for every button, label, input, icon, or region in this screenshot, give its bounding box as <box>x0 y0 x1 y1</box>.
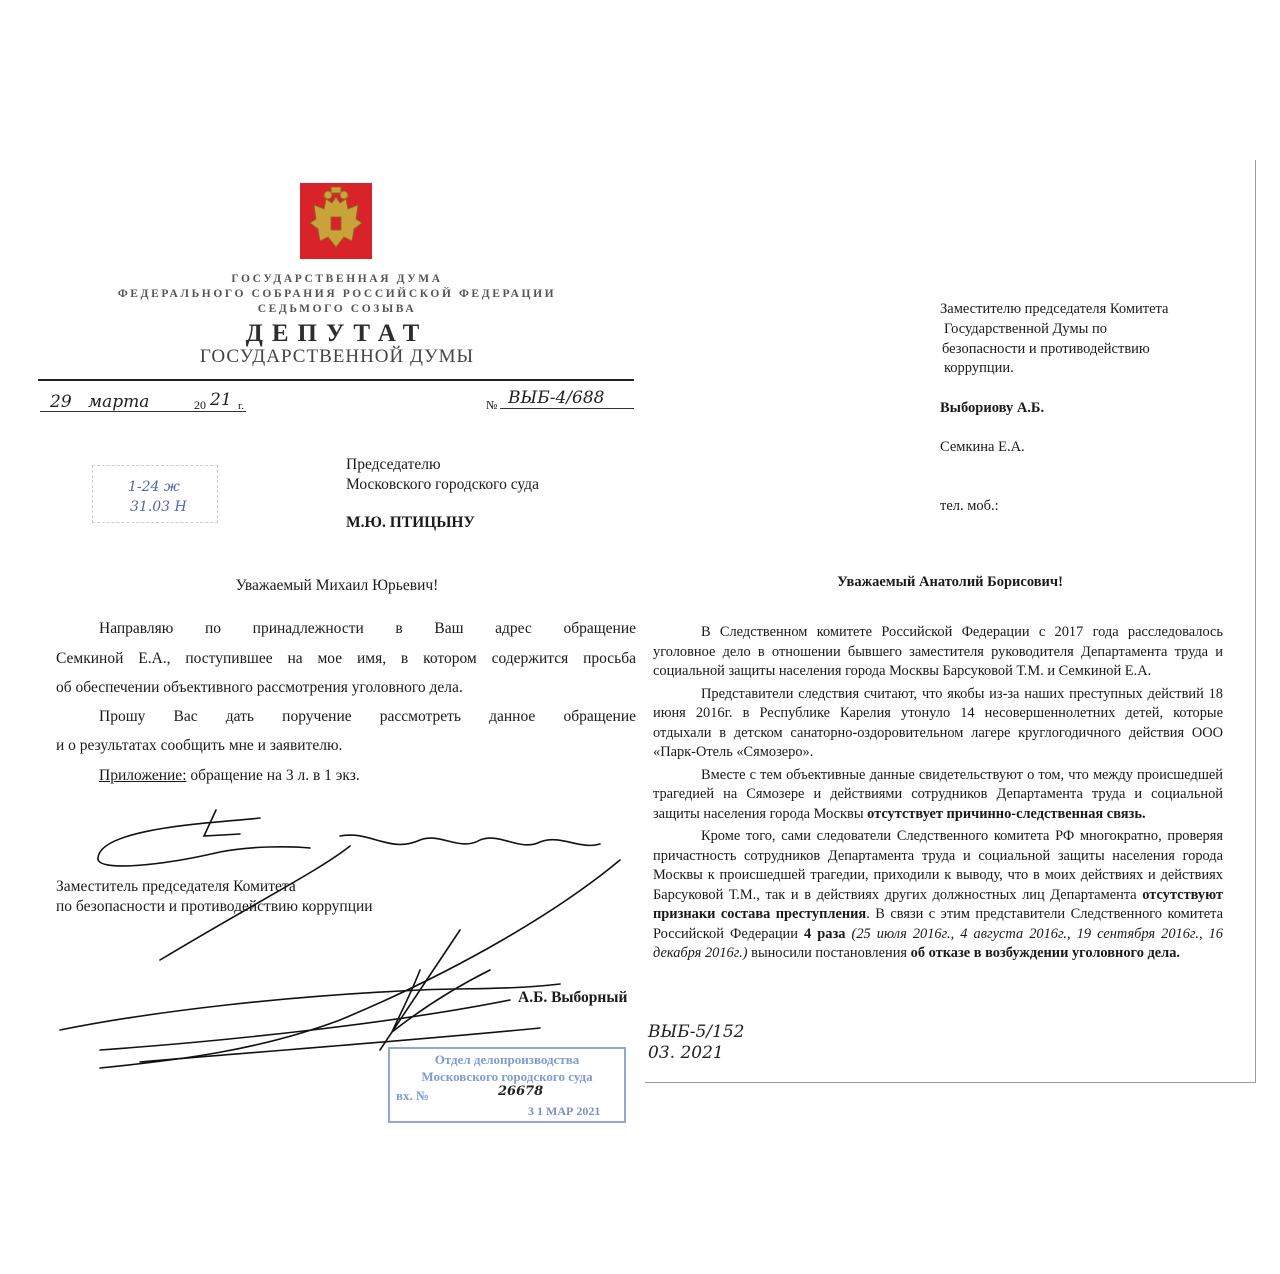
right-address-line-3: безопасности и противодействию <box>942 341 1150 357</box>
left-body-line-5: и о результатах сообщить мне и заявителю. <box>56 737 343 754</box>
stamp-department: Отдел делопроизводства <box>434 1052 580 1067</box>
org-line-2: ФЕДЕРАЛЬНОГО СОБРАНИЯ РОССИЙСКОЙ ФЕДЕРАЦИИ <box>117 288 557 300</box>
right-paragraph-3: Вместе с тем объективные данные свидетельствуют о том, что между происшедшей трагедией на Сямозере и действиями сотрудников Департамента труда и социальной защиты населения города Москвы отсутствует причинно-следственная связь. <box>653 766 1223 822</box>
document-subtitle: ГОСУДАРСТВЕННОЙ ДУМЫ <box>199 346 475 367</box>
signatory-title-line-2: по безопасности и противодействию коррупции <box>56 898 373 915</box>
coat-of-arms-icon <box>300 183 372 259</box>
right-body <box>653 623 1223 964</box>
right-paragraph-4: Кроме того, сами следователи Следственного комитета РФ многократно, проверяя причастность сотрудников Департамента труда и социальной защиты населения города Москвы к происшедшей трагедии, приходили к выводу, что в моих действиях и действиях Барсуковой Т.М., так и в действиях других должностных лиц Департамента отсутствуют признаки состава преступления. В связи с этим представители Следственного комитета Российской Федерации 4 раза (25 июля 2016г., 4 августа 2016г., 19 сентября 2016г., 16 декабря 2016г.) выносили постановления об отказе в возбуждении уголовного дела. <box>653 828 1224 961</box>
right-recipient-name: Выбориову А.Б. <box>940 400 1045 416</box>
handwritten-signature <box>40 800 640 1080</box>
date-suffix: г. <box>238 400 245 412</box>
stamp-incoming-number: 26678 <box>498 1084 544 1099</box>
header-rule <box>38 379 634 381</box>
right-sender-name: Семкина Е.А. <box>940 439 1025 455</box>
right-address-line-1: Заместителю председателя Комитета <box>940 301 1169 317</box>
org-line-3: СЕДЬМОГО СОЗЫВА <box>257 303 417 315</box>
signatory-title-line-1: Заместитель председателя Комитета <box>56 878 296 895</box>
stamp-date: 3 1 МАР 2021 <box>528 1104 601 1118</box>
right-paragraph-2: Представители следствия считают, что якобы из-за наших преступных действий 18 июня 2016г. в Республике Карелия утонуло 14 несовершеннолетних детей, которые отдыхали в детском санаторно-оздоровительном лагере круглогодичного действия ООО «Парк-Отель «Сямозеро». <box>653 685 1223 760</box>
right-address-line-2: Государственной Думы по <box>944 321 1107 337</box>
incoming-registration-stamp <box>388 1047 626 1123</box>
left-body-line-1: Направляю по принадлежности в Ваш адрес обращение <box>99 620 636 637</box>
number-prefix: № <box>486 398 498 412</box>
stamp-small-line-1: 1-24 ж <box>128 479 180 495</box>
date-year: 21 <box>210 390 232 410</box>
right-phone-label: тел. моб.: <box>940 498 999 514</box>
stamp-court: Московского городского суда <box>421 1069 593 1084</box>
date-month: марта <box>88 392 150 412</box>
right-handwritten-date: 03. 2021 <box>648 1043 724 1063</box>
left-salutation: Уважаемый Михаил Юрьевич! <box>235 577 439 594</box>
stamp-small-line-2: 31.03 Н <box>130 499 187 515</box>
left-body-line-2: Семкиной Е.А., поступившее на мое имя, в котором содержится просьба <box>56 650 636 667</box>
right-paragraph-1: В Следственном комитете Российской Федерации с 2017 года расследовалось уголовное дело в отношении бывшего заместителя руководителя Департамента труда и социальной защиты населения города Москвы Барсуковой Т.М. и Семкиной Е.А. <box>653 624 1223 679</box>
number-underline <box>500 408 634 409</box>
right-salutation: Уважаемый Анатолий Борисович! <box>837 574 1063 590</box>
date-year-prefix: 20 <box>194 398 206 412</box>
stamp-incoming-label: вх. № <box>396 1088 430 1103</box>
signatory-name: А.Б. Выборный <box>518 989 628 1006</box>
left-body-line-4: Прошу Вас дать поручение рассмотреть данное обращение <box>99 708 636 725</box>
date-day: 29 <box>50 392 72 412</box>
addressee-line-1: Председателю <box>346 456 441 473</box>
right-address-line-4: коррупции. <box>944 360 1014 376</box>
org-line-1: ГОСУДАРСТВЕННАЯ ДУМА <box>231 273 443 285</box>
attachment-line: Приложение: обращение на 3 л. в 1 экз. <box>99 767 360 784</box>
document-title: ДЕПУТАТ <box>245 320 429 347</box>
date-underline <box>40 411 246 412</box>
addressee-name: М.Ю. ПТИЦЫНУ <box>346 514 475 531</box>
right-handwritten-ref: ВЫБ-5/152 <box>648 1022 745 1042</box>
addressee-line-2: Московского городского суда <box>346 476 539 493</box>
left-body-line-3: об обеспечении объективного рассмотрения уголовного дела. <box>56 679 463 696</box>
number-value: ВЫБ-4/688 <box>508 388 605 408</box>
